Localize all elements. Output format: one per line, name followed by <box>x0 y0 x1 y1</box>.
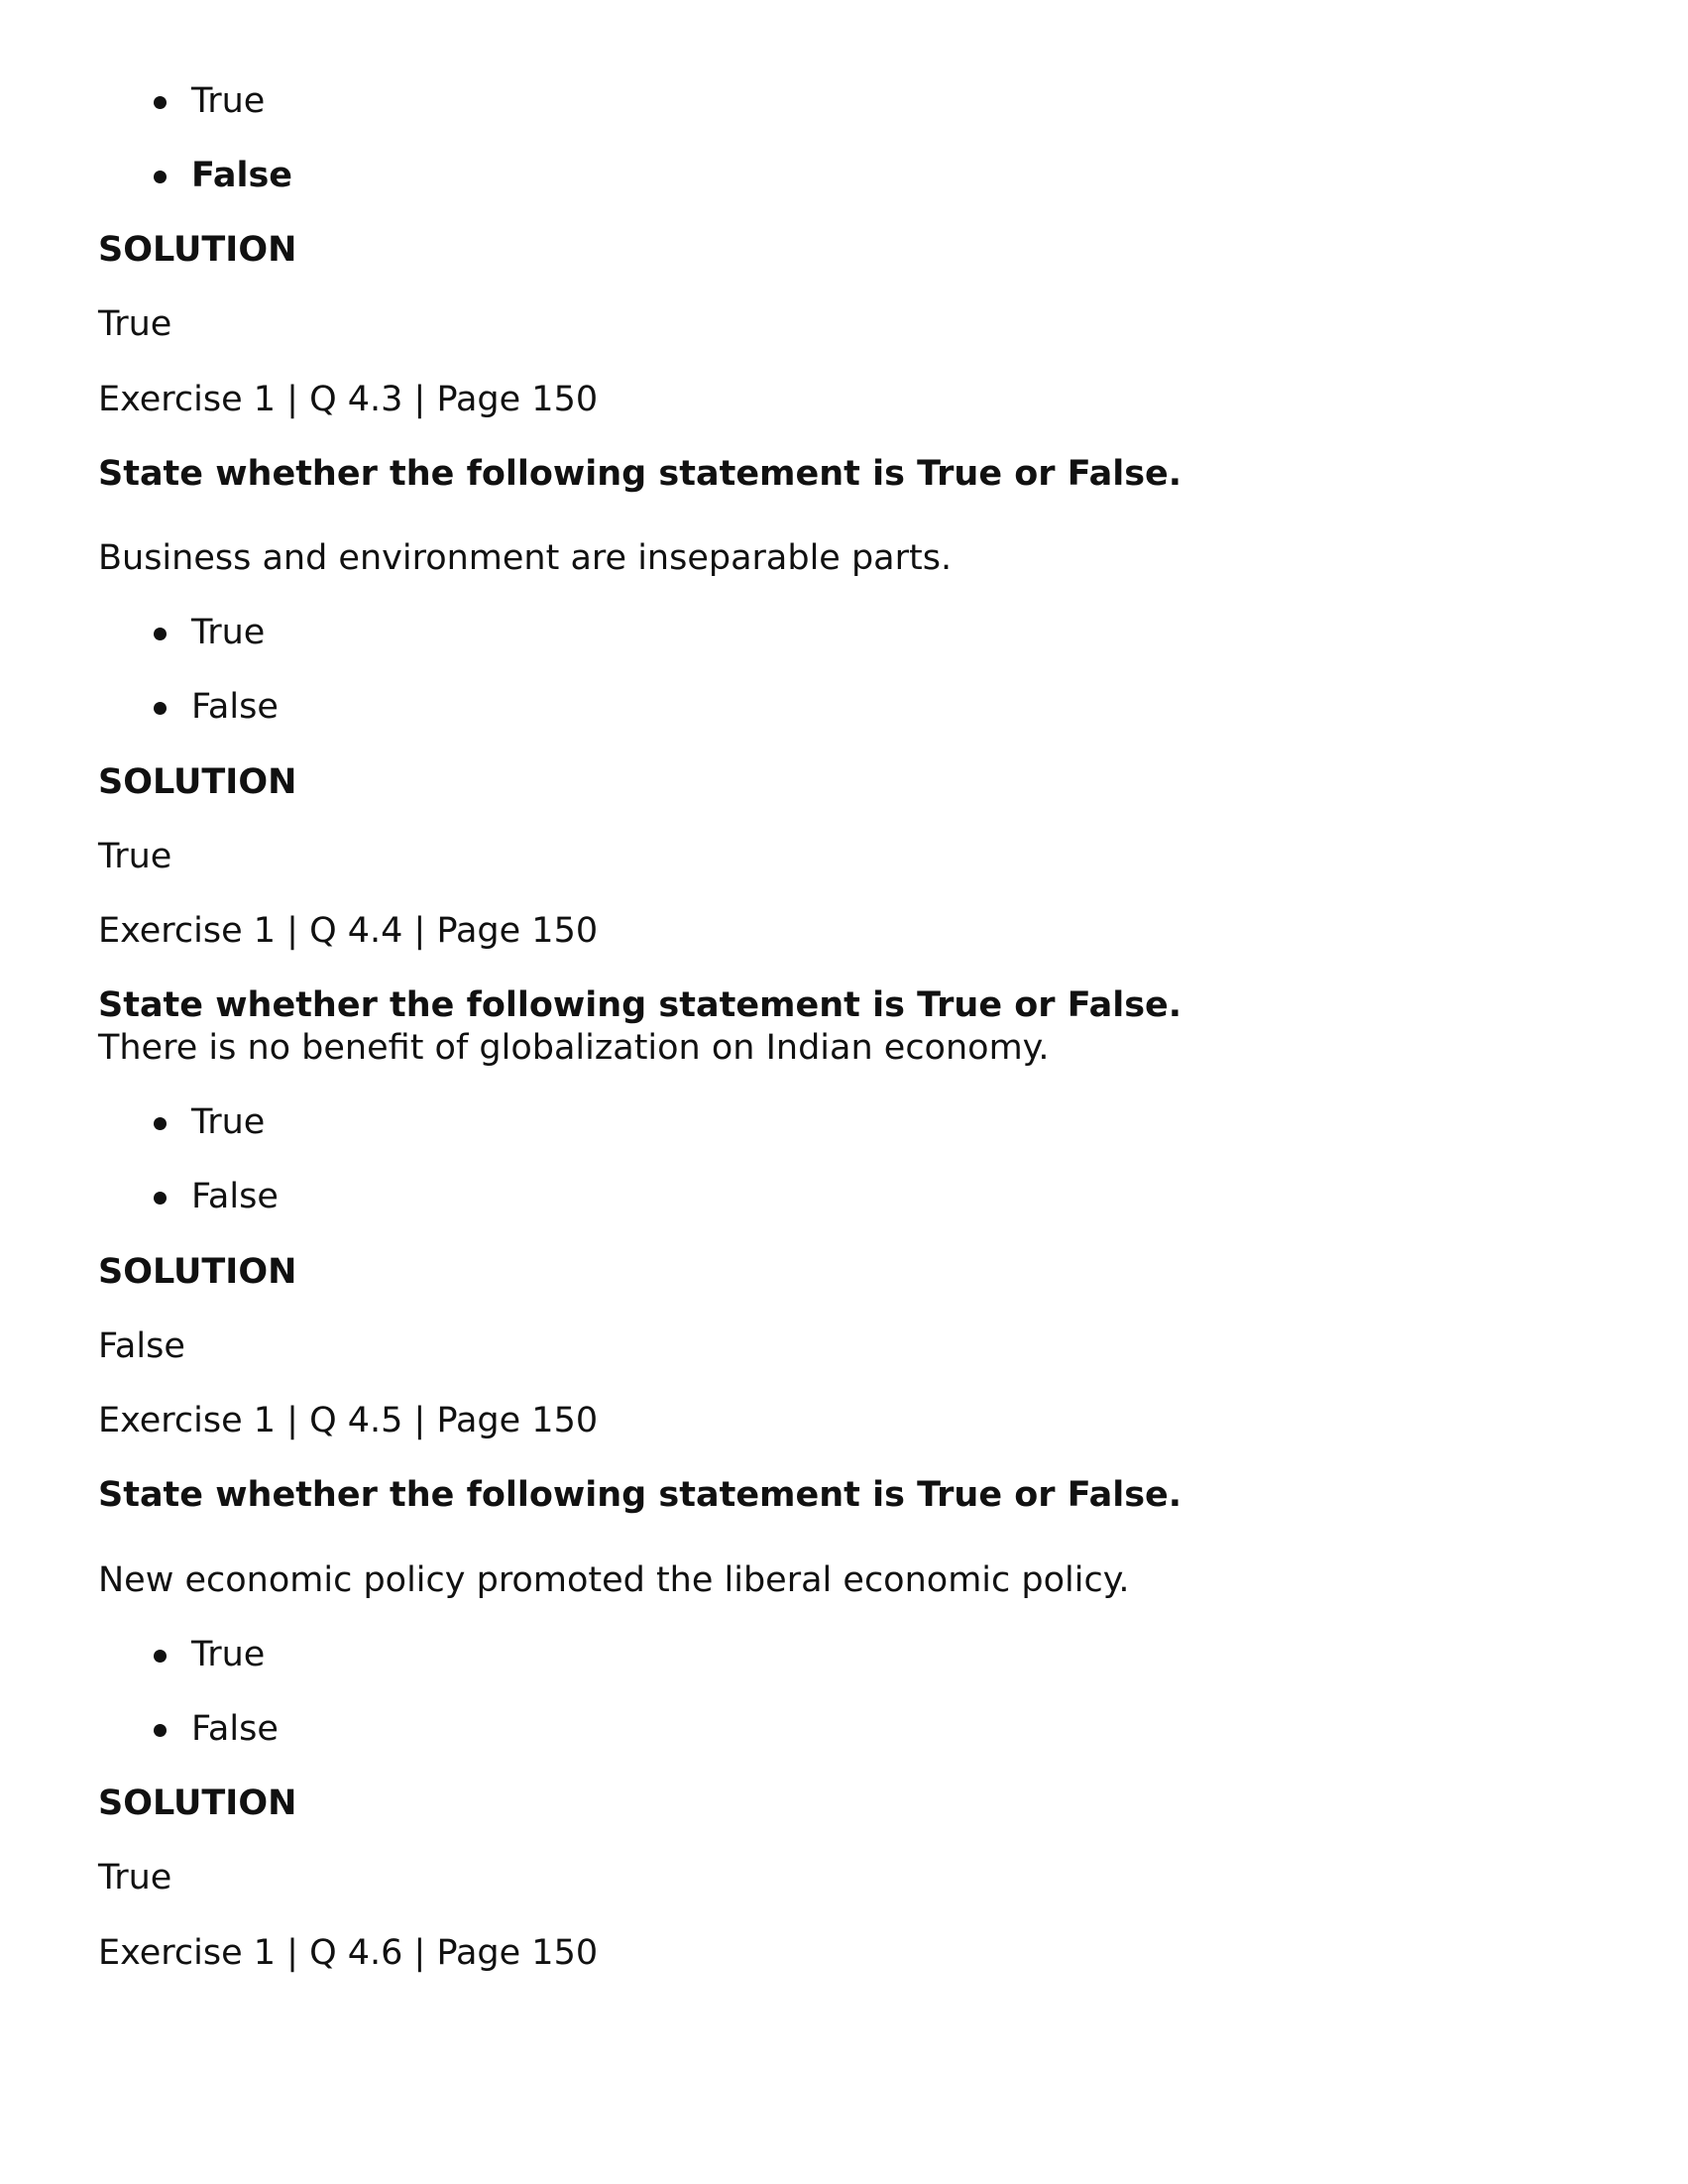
solution-heading: SOLUTION <box>98 1783 297 1823</box>
solution-answer: False <box>98 1326 185 1366</box>
question-reference: Exercise 1 | Q 4.4 | Page 150 <box>98 911 599 951</box>
bullet-icon <box>154 628 167 640</box>
option-false-selected: False <box>191 156 293 195</box>
solution-heading: SOLUTION <box>98 1252 297 1292</box>
question-statement: There is no benefit of globalization on Indian economy. <box>98 1028 1050 1068</box>
bullet-icon <box>154 1192 167 1205</box>
solution-heading: SOLUTION <box>98 230 297 270</box>
option-true: True <box>191 81 266 121</box>
question-reference: Exercise 1 | Q 4.3 | Page 150 <box>98 380 599 419</box>
option-true: True <box>191 613 266 652</box>
solution-answer: True <box>98 1858 172 1897</box>
bullet-icon <box>154 702 167 715</box>
question-reference: Exercise 1 | Q 4.5 | Page 150 <box>98 1401 599 1440</box>
option-false: False <box>191 1177 279 1216</box>
question-prompt: State whether the following statement is True or False. <box>98 985 1182 1025</box>
question-reference: Exercise 1 | Q 4.6 | Page 150 <box>98 1933 599 1973</box>
question-prompt: State whether the following statement is True or False. <box>98 1475 1182 1515</box>
bullet-icon <box>154 1724 167 1737</box>
bullet-icon <box>154 96 167 109</box>
option-true: True <box>191 1102 266 1142</box>
bullet-icon <box>154 1650 167 1663</box>
solution-answer: True <box>98 304 172 344</box>
option-false: False <box>191 1709 279 1749</box>
question-statement: New economic policy promoted the liberal economic policy. <box>98 1560 1130 1600</box>
option-true: True <box>191 1635 266 1674</box>
solution-answer: True <box>98 837 172 876</box>
question-statement: Business and environment are inseparable parts. <box>98 538 953 578</box>
option-false: False <box>191 687 279 727</box>
bullet-icon <box>154 1117 167 1130</box>
bullet-icon <box>154 171 167 183</box>
question-prompt: State whether the following statement is True or False. <box>98 454 1182 494</box>
solution-heading: SOLUTION <box>98 762 297 802</box>
